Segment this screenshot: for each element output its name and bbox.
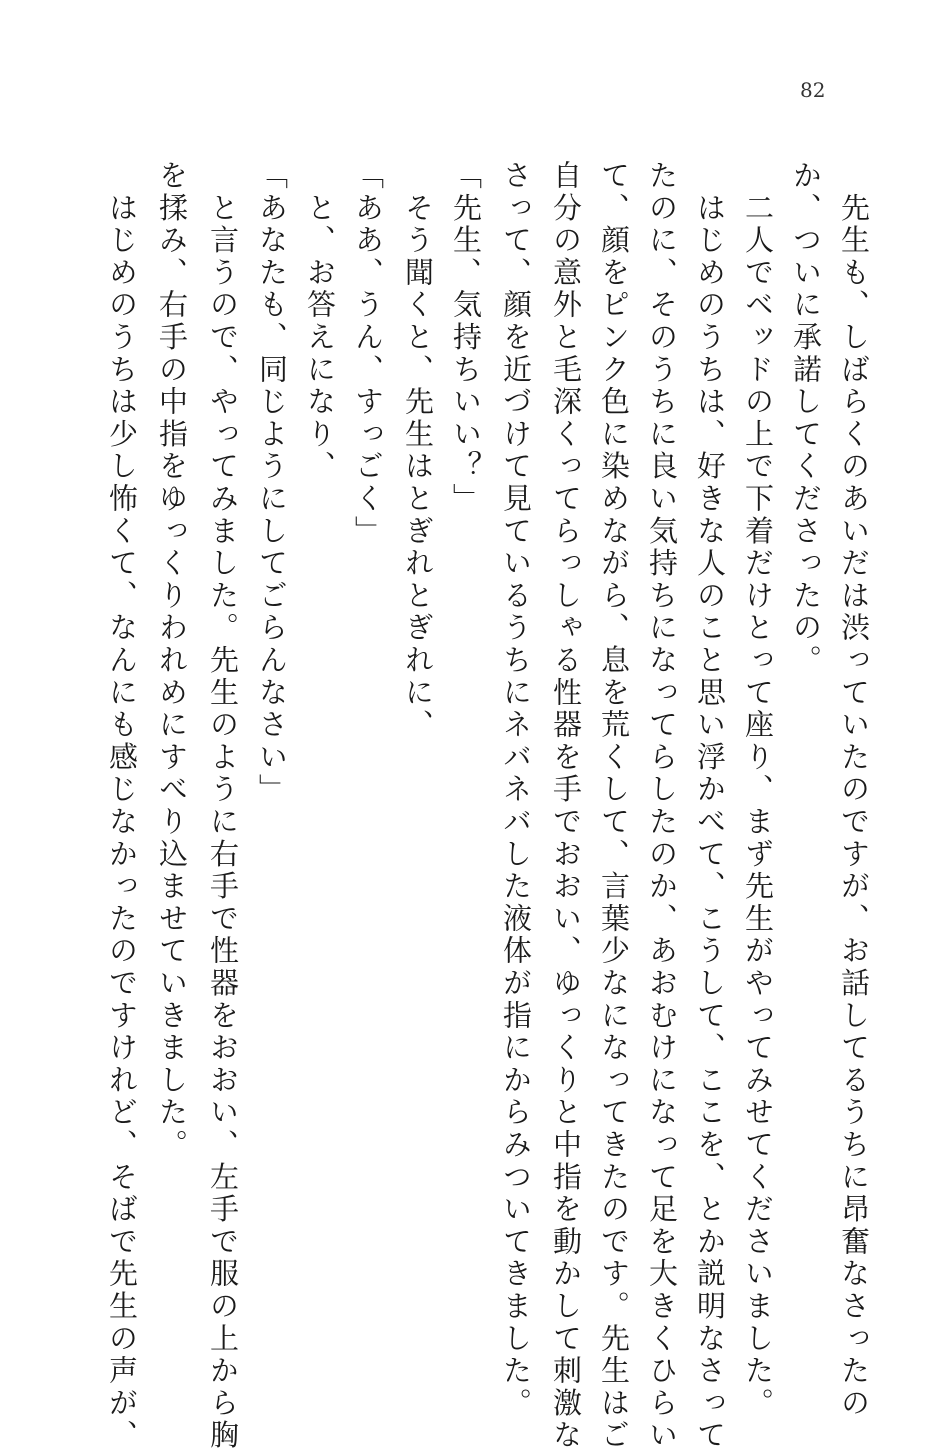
text-column: 「ああ、うん、すっごく」	[351, 160, 385, 548]
text-column: はじめのうちは少し怖くて、なんにも感じなかったのですけれど、そばで先生の声が、	[105, 160, 139, 1452]
text-column: さって、顔を近づけて見ているうちにネバネバした液体が指にからみついてきました。	[499, 160, 533, 1420]
text-column: 自分の意外と毛深くってらっしゃる性器を手でおおい、ゆっくりと中指を動かして刺激な	[549, 160, 583, 1452]
text-column: 先生も、しばらくのあいだは渋っていたのですが、お話してるうちに昂奮なさったの	[837, 160, 871, 1420]
text-column: て、顔をピンク色に染めながら、息を荒くして、言葉少なになってきたのです。先生はご	[597, 160, 631, 1452]
text-column: そう聞くと、先生はとぎれとぎれに、	[401, 160, 435, 742]
text-column: と言うので、やってみました。先生のように右手で性器をおおい、左手で服の上から胸	[206, 160, 240, 1452]
text-column: と、お答えになり、	[303, 160, 337, 483]
text-column: 「あなたも、同じようにしてごらんなさい」	[255, 160, 289, 806]
text-column: はじめのうちは、好きな人のこと思い浮かべて、こうして、ここを、とか説明なさって	[693, 160, 727, 1452]
text-column: 「先生、気持ちいい？」	[449, 160, 483, 516]
page-number: 82	[800, 78, 826, 102]
text-column: か、ついに承諾してくださったの。	[789, 160, 823, 677]
text-column: たのに、そのうちに良い気持ちになってらしたのか、あおむけになって足を大きくひらい	[645, 160, 679, 1452]
text-column: を揉み、右手の中指をゆっくりわれめにすべり込ませていきました。	[155, 160, 189, 1162]
text-column: 二人でベッドの上で下着だけとって座り、まず先生がやってみせてくださいました。	[741, 160, 775, 1420]
